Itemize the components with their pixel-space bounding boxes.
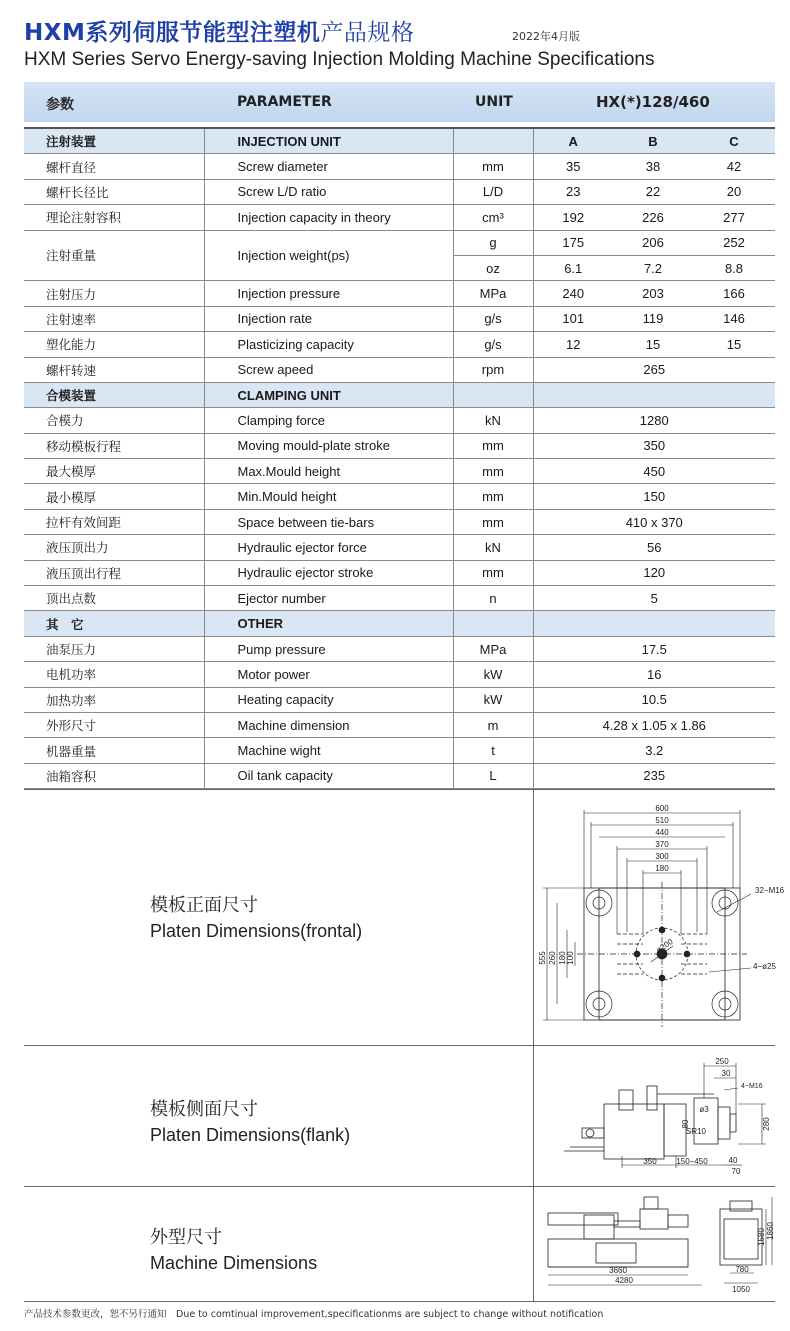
param-name-cn: 合模力	[24, 408, 204, 433]
param-value: 265	[533, 357, 775, 382]
param-value: 5	[533, 586, 775, 611]
param-unit: g/s	[453, 332, 533, 357]
dim-350: 350	[643, 1157, 657, 1166]
section-value-cell	[533, 611, 775, 636]
col-c-label: C	[693, 128, 775, 154]
col-b-label: B	[613, 128, 693, 154]
page-title-cn: HXM系列伺服节能型注塑机产品规格	[24, 20, 415, 46]
platen-frontal-label-cn: 模板正面尺寸	[150, 895, 258, 915]
table-row	[24, 332, 775, 357]
table-row	[24, 433, 775, 458]
dim-180-v: 180	[558, 951, 567, 965]
dim-80: 80	[681, 1119, 690, 1129]
machine-dimensions-drawing	[544, 1193, 774, 1297]
header-param-en: PARAMETER	[237, 94, 332, 110]
edition-label: 2022年4月版	[512, 30, 580, 43]
dim-280: 280	[762, 1117, 771, 1131]
value-a: 23	[533, 179, 613, 204]
value-b: 203	[613, 281, 693, 306]
param-unit: t	[453, 738, 533, 763]
param-value: 350	[533, 433, 775, 458]
dim-4280: 4280	[615, 1276, 633, 1285]
param-name-en: Injection capacity in theory	[204, 205, 453, 230]
value-c: 15	[693, 332, 775, 357]
param-name-en: Heating capacity	[204, 687, 453, 712]
param-value: 17.5	[533, 636, 775, 661]
param-unit: L/D	[453, 179, 533, 204]
param-name-en: Plasticizing capacity	[204, 332, 453, 357]
dim-180: 180	[655, 864, 669, 873]
dim-m16: 32−M16	[755, 886, 785, 895]
param-unit: kW	[453, 662, 533, 687]
param-unit: rpm	[453, 357, 533, 382]
platen-flank-label-cn: 模板侧面尺寸	[150, 1099, 258, 1119]
param-name-cn: 螺杆转速	[24, 357, 204, 382]
value-a: 175	[533, 230, 613, 255]
dim-440: 440	[655, 828, 669, 837]
dim-100: 100	[566, 951, 575, 965]
dim-1860: 1860	[766, 1222, 775, 1240]
param-name-cn: 螺杆直径	[24, 154, 204, 179]
param-name-en: Moving mould-plate stroke	[204, 433, 453, 458]
section-title-en: INJECTION UNIT	[204, 128, 453, 154]
machine-label-cn: 外型尺寸	[150, 1227, 222, 1247]
dim-d3: ø3	[699, 1105, 709, 1114]
param-name-en: Screw apeed	[204, 357, 453, 382]
value-b: 206	[613, 230, 693, 255]
value-c: 277	[693, 205, 775, 230]
param-unit: m	[453, 712, 533, 737]
param-name-en: Clamping force	[204, 408, 453, 433]
param-name-cn: 理论注射容积	[24, 205, 204, 230]
param-value: 4.28 x 1.05 x 1.86	[533, 712, 775, 737]
dim-370: 370	[655, 840, 669, 849]
section-title-cn: 其 它	[24, 611, 204, 636]
param-value: 10.5	[533, 687, 775, 712]
section-row-clamping	[24, 382, 775, 407]
machine-dimensions-section	[24, 1186, 775, 1302]
param-unit: g/s	[453, 306, 533, 331]
param-name-cn: 注射重量	[24, 230, 204, 281]
param-value: 450	[533, 459, 775, 484]
footer-note: 产品技术参数更改，恕不另行通知 Due to comtinual improvement,specificationms are subject to change without notification	[24, 1309, 604, 1320]
param-unit: kN	[453, 535, 533, 560]
col-a-label: A	[533, 128, 613, 154]
param-value: 150	[533, 484, 775, 509]
param-unit: mm	[453, 509, 533, 534]
dim-30: 30	[721, 1069, 731, 1078]
dim-sr10: SR10	[685, 1127, 707, 1136]
param-name-cn: 油箱容积	[24, 763, 204, 788]
value-c: 20	[693, 179, 775, 204]
param-unit: oz	[453, 255, 533, 280]
param-name-en: Max.Mould height	[204, 459, 453, 484]
param-unit: g	[453, 230, 533, 255]
section-title-en: OTHER	[204, 611, 453, 636]
param-name-cn: 顶出点数	[24, 586, 204, 611]
dim-260: 260	[548, 951, 557, 965]
param-unit: mm	[453, 433, 533, 458]
table-row	[24, 408, 775, 433]
param-name-en: Motor power	[204, 662, 453, 687]
value-c: 252	[693, 230, 775, 255]
table-row	[24, 357, 775, 382]
param-name-en: Space between tie-bars	[204, 509, 453, 534]
dim-1050: 1050	[732, 1285, 750, 1294]
table-row	[24, 484, 775, 509]
param-name-en: Ejector number	[204, 586, 453, 611]
table-row	[24, 560, 775, 585]
value-b: 22	[613, 179, 693, 204]
section-value-cell	[533, 382, 775, 407]
param-name-en: Injection weight(ps)	[204, 230, 453, 281]
param-name-cn: 加热功率	[24, 687, 204, 712]
param-name-en: Injection rate	[204, 306, 453, 331]
value-b: 226	[613, 205, 693, 230]
param-unit: kN	[453, 408, 533, 433]
value-a: 192	[533, 205, 613, 230]
table-row	[24, 179, 775, 204]
param-name-cn: 液压顶出力	[24, 535, 204, 560]
platen-flank-label-en: Platen Dimensions(flank)	[150, 1125, 351, 1145]
section-unit-cell	[453, 128, 533, 154]
value-b: 119	[613, 306, 693, 331]
param-unit: cm³	[453, 205, 533, 230]
dim-70: 70	[731, 1167, 741, 1176]
platen-frontal-drawing	[538, 802, 785, 1032]
param-name-en: Machine wight	[204, 738, 453, 763]
param-name-cn: 油泵压力	[24, 636, 204, 661]
table-row	[24, 459, 775, 484]
param-name-cn: 塑化能力	[24, 332, 204, 357]
param-name-cn: 最大模厚	[24, 459, 204, 484]
table-row	[24, 535, 775, 560]
value-a: 35	[533, 154, 613, 179]
header-model: HX(*)128/460	[596, 93, 710, 111]
table-row	[24, 306, 775, 331]
param-name-en: Screw diameter	[204, 154, 453, 179]
value-b: 15	[613, 332, 693, 357]
dim-780: 780	[735, 1265, 749, 1274]
param-name-cn: 螺杆长径比	[24, 179, 204, 204]
dim-d25: 4−ø25	[753, 962, 776, 971]
param-name-en: Screw L/D ratio	[204, 179, 453, 204]
table-row	[24, 712, 775, 737]
table-row	[24, 154, 775, 179]
value-a: 6.1	[533, 255, 613, 280]
value-b: 38	[613, 154, 693, 179]
param-value: 1280	[533, 408, 775, 433]
platen-frontal-label-en: Platen Dimensions(frontal)	[150, 921, 363, 941]
param-name-en: Oil tank capacity	[204, 763, 453, 788]
param-value: 410 x 370	[533, 509, 775, 534]
platen-flank-drawing	[564, 1052, 774, 1182]
table-row	[24, 509, 775, 534]
param-name-en: Injection pressure	[204, 281, 453, 306]
param-unit: mm	[453, 560, 533, 585]
param-name-cn: 机器重量	[24, 738, 204, 763]
dim-555: 555	[538, 951, 547, 965]
param-name-cn: 液压顶出行程	[24, 560, 204, 585]
param-value: 56	[533, 535, 775, 560]
param-unit: mm	[453, 484, 533, 509]
table-row-injection-weight	[24, 230, 775, 255]
header-param-cn: 参数	[46, 97, 74, 113]
section-row-injection	[24, 128, 775, 154]
param-name-en: Machine dimension	[204, 712, 453, 737]
page-title-en: HXM Series Servo Energy-saving Injection Molding Machine Specifications	[24, 49, 655, 70]
param-name-cn: 外形尺寸	[24, 712, 204, 737]
param-name-cn: 注射速率	[24, 306, 204, 331]
value-c: 166	[693, 281, 775, 306]
dim-d200: ø200	[654, 937, 675, 955]
param-value: 235	[533, 763, 775, 788]
param-unit: kW	[453, 687, 533, 712]
dim-150-450: 150−450	[676, 1157, 708, 1166]
section-unit-cell	[453, 611, 533, 636]
value-c: 42	[693, 154, 775, 179]
header-unit: UNIT	[475, 94, 513, 110]
table-header	[24, 82, 775, 122]
param-name-en: Min.Mould height	[204, 484, 453, 509]
param-name-cn: 注射压力	[24, 281, 204, 306]
param-value: 3.2	[533, 738, 775, 763]
value-c: 8.8	[693, 255, 775, 280]
table-row	[24, 636, 775, 661]
platen-flank-section	[24, 1045, 775, 1187]
value-a: 12	[533, 332, 613, 357]
dim-300: 300	[655, 852, 669, 861]
table-row	[24, 738, 775, 763]
dim-1580: 1580	[757, 1228, 766, 1246]
value-b: 7.2	[613, 255, 693, 280]
section-title-cn: 注射装置	[24, 128, 204, 154]
param-name-en: Hydraulic ejector force	[204, 535, 453, 560]
param-value: 120	[533, 560, 775, 585]
param-name-en: Hydraulic ejector stroke	[204, 560, 453, 585]
spec-table	[24, 127, 775, 789]
param-name-cn: 最小模厚	[24, 484, 204, 509]
dim-3660: 3660	[609, 1266, 627, 1275]
param-unit: mm	[453, 154, 533, 179]
param-name-en: Pump pressure	[204, 636, 453, 661]
section-row-other	[24, 611, 775, 636]
machine-label-en: Machine Dimensions	[150, 1253, 318, 1273]
param-unit: L	[453, 763, 533, 788]
table-row	[24, 763, 775, 788]
param-unit: n	[453, 586, 533, 611]
table-row	[24, 687, 775, 712]
param-name-cn: 拉杆有效间距	[24, 509, 204, 534]
param-value: 16	[533, 662, 775, 687]
value-c: 146	[693, 306, 775, 331]
table-row	[24, 205, 775, 230]
table-row	[24, 586, 775, 611]
table-row	[24, 281, 775, 306]
platen-frontal-section	[24, 789, 785, 1046]
param-name-cn: 电机功率	[24, 662, 204, 687]
dim-250: 250	[715, 1057, 729, 1066]
value-a: 101	[533, 306, 613, 331]
value-a: 240	[533, 281, 613, 306]
section-title-en: CLAMPING UNIT	[204, 382, 453, 407]
dim-510: 510	[655, 816, 669, 825]
dim-m16-flank: 4−M16	[741, 1083, 763, 1090]
table-row	[24, 662, 775, 687]
param-name-cn: 移动模板行程	[24, 433, 204, 458]
param-unit: mm	[453, 459, 533, 484]
dim-40: 40	[728, 1156, 738, 1165]
param-unit: MPa	[453, 636, 533, 661]
section-unit-cell	[453, 382, 533, 407]
dim-600: 600	[655, 804, 669, 813]
section-title-cn: 合模装置	[24, 382, 204, 407]
param-unit: MPa	[453, 281, 533, 306]
